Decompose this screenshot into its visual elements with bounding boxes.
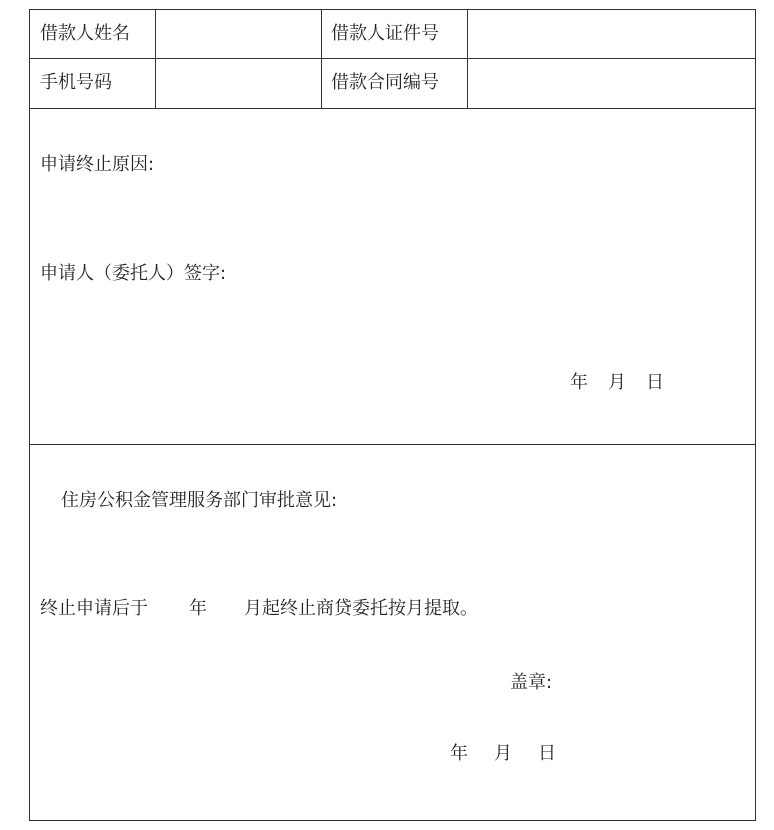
borrower-name-label: 借款人姓名: [40, 23, 130, 44]
termination-text-part1: 终止申请后于: [40, 598, 148, 619]
applicant-date-month: 月: [608, 372, 626, 393]
phone-field[interactable]: [157, 60, 320, 107]
seal-label: 盖章:: [510, 672, 553, 693]
approval-opinion-label: 住房公积金管理服务部门审批意见:: [61, 490, 338, 511]
approval-date-month: 月: [494, 743, 512, 764]
row-divider-2: [30, 108, 755, 109]
termination-year-label: 年: [189, 598, 207, 619]
termination-text-part2: 月起终止商贷委托按月提取。: [244, 598, 478, 619]
approval-date-year: 年: [450, 743, 468, 764]
contract-no-label: 借款合同编号: [331, 72, 439, 93]
borrower-id-label: 借款人证件号: [331, 23, 439, 44]
borrower-name-field[interactable]: [157, 11, 320, 57]
row-divider-1: [30, 58, 755, 59]
applicant-date-year: 年: [570, 372, 588, 393]
applicant-signature-label: 申请人（委托人）签字:: [40, 263, 227, 284]
applicant-date-day: 日: [646, 372, 664, 393]
approval-date-day: 日: [538, 743, 556, 764]
contract-no-field[interactable]: [469, 60, 755, 107]
borrower-id-field[interactable]: [469, 11, 755, 57]
col-divider-1: [155, 10, 156, 108]
termination-application-form: [29, 9, 756, 821]
termination-reason-label: 申请终止原因:: [40, 154, 155, 175]
section-divider: [30, 444, 755, 445]
col-divider-3: [467, 10, 468, 108]
col-divider-2: [321, 10, 322, 108]
phone-label: 手机号码: [40, 72, 112, 93]
